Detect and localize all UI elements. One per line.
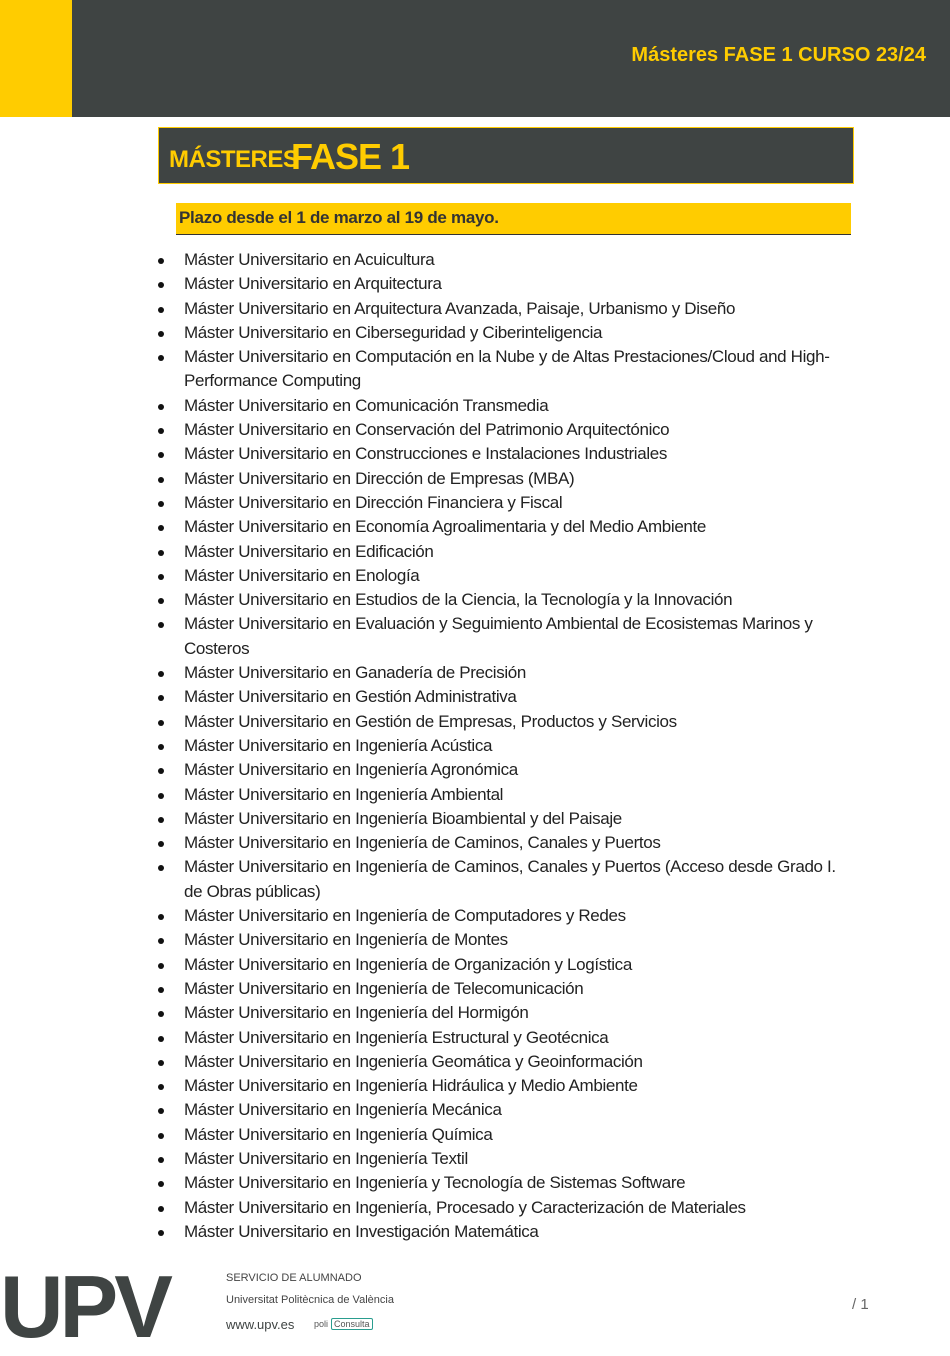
list-item-label: Máster Universitario en Ingeniería Geomática y Geoinformación	[184, 1051, 643, 1071]
list-item-label: Máster Universitario en Ganadería de Precisión	[184, 663, 527, 683]
list-item-label: Máster Universitario en Ingeniería de Montes	[184, 930, 508, 950]
header-title: Másteres FASE 1 CURSO 23/24	[631, 44, 926, 66]
section-title-part2: FASE 1	[291, 136, 410, 177]
list-item	[184, 807, 844, 831]
list-item	[184, 904, 844, 928]
list-item	[184, 1001, 844, 1025]
list-item-label: Máster Universitario en Ingeniería de Computadores y Redes	[184, 906, 626, 926]
list-item	[184, 418, 844, 442]
bullet-icon	[158, 404, 164, 410]
bullet-icon	[158, 1036, 164, 1042]
bullet-icon	[158, 963, 164, 969]
bullet-icon	[158, 477, 164, 483]
list-item-label: Máster Universitario en Ingeniería Química	[184, 1124, 493, 1144]
bullet-icon	[158, 1181, 164, 1187]
list-item	[184, 515, 844, 539]
bullet-icon	[158, 720, 164, 726]
list-item-label: Máster Universitario en Ingeniería de Telecomunicación	[184, 978, 584, 998]
list-item	[184, 321, 844, 345]
list-item	[184, 1147, 844, 1171]
list-item	[184, 297, 844, 321]
bullet-icon	[158, 914, 164, 920]
list-item-label: Máster Universitario en Comunicación Transmedia	[184, 395, 549, 415]
page-header	[0, 0, 950, 117]
list-item-label: Máster Universitario en Investigación Matemática	[184, 1221, 539, 1241]
list-item-label: Máster Universitario en Dirección de Empresas (MBA)	[184, 468, 575, 488]
list-item	[184, 734, 844, 758]
bullet-icon	[158, 695, 164, 701]
list-item-label: Máster Universitario en Estudios de la Ciencia, la Tecnología y la Innovación	[184, 590, 733, 610]
bullet-icon	[158, 598, 164, 604]
list-item	[184, 855, 844, 904]
bullet-icon	[158, 865, 164, 871]
list-item-label: Máster Universitario en Construcciones e Instalaciones Industriales	[184, 444, 668, 464]
bullet-icon	[158, 817, 164, 823]
list-item	[184, 710, 844, 734]
list-item	[184, 685, 844, 709]
list-item-label: Máster Universitario en Ingeniería de Organización y Logística	[184, 954, 632, 974]
masters-list	[184, 248, 844, 1244]
list-item-label: Máster Universitario en Evaluación y Seguimiento Ambiental de Ecosistemas Marinos y Costeros	[184, 614, 813, 658]
list-item	[184, 394, 844, 418]
list-item-label: Máster Universitario en Enología	[184, 565, 420, 585]
bullet-icon	[158, 1230, 164, 1236]
list-item	[184, 977, 844, 1001]
list-item-label: Máster Universitario en Ingeniería de Caminos, Canales y Puertos	[184, 833, 661, 853]
bullet-icon	[158, 671, 164, 677]
list-item-label: Máster Universitario en Conservación del Patrimonio Arquitectónico	[184, 420, 670, 440]
bullet-icon	[158, 307, 164, 313]
list-item-label: Máster Universitario en Economía Agroalimentaria y del Medio Ambiente	[184, 517, 707, 537]
list-item-label: Máster Universitario en Ingeniería Acústica	[184, 735, 493, 755]
list-item	[184, 467, 844, 491]
list-item	[184, 612, 844, 661]
list-item-label: Máster Universitario en Ingeniería Bioambiental y del Paisaje	[184, 808, 622, 828]
list-item	[184, 783, 844, 807]
bullet-icon	[158, 1011, 164, 1017]
bullet-icon	[158, 744, 164, 750]
bullet-icon	[158, 574, 164, 580]
poli-label: poli	[314, 1319, 329, 1329]
list-item-label: Máster Universitario en Ingeniería de Caminos, Canales y Puertos (Acceso desde Grado I. de Obras públicas)	[184, 857, 836, 901]
bullet-icon	[158, 428, 164, 434]
header-accent-bar	[0, 0, 72, 117]
list-item-label: Máster Universitario en Ciberseguridad y Ciberinteligencia	[184, 322, 603, 342]
list-item-label: Máster Universitario en Ingeniería Estructural y Geotécnica	[184, 1027, 609, 1047]
bullet-icon	[158, 355, 164, 361]
list-item-label: Máster Universitario en Ingeniería del Hormigón	[184, 1003, 529, 1023]
list-item	[184, 491, 844, 515]
bullet-icon	[158, 841, 164, 847]
list-item-label: Máster Universitario en Acuicultura	[184, 250, 435, 269]
list-item-label: Máster Universitario en Ingeniería Ambiental	[184, 784, 504, 804]
list-item-label: Máster Universitario en Ingeniería Hidráulica y Medio Ambiente	[184, 1076, 638, 1096]
list-item	[184, 928, 844, 952]
list-item	[184, 564, 844, 588]
list-item-label: Máster Universitario en Ingeniería Textil	[184, 1148, 468, 1168]
bullet-icon	[158, 282, 164, 288]
deadline-banner: Plazo desde el 1 de marzo al 19 de mayo.	[176, 203, 851, 235]
list-item-label: Máster Universitario en Arquitectura	[184, 274, 442, 294]
list-item	[184, 442, 844, 466]
list-item	[184, 1171, 844, 1195]
bullet-icon	[158, 1133, 164, 1139]
list-item-label: Máster Universitario en Dirección Financiera y Fiscal	[184, 492, 563, 512]
list-item	[184, 1074, 844, 1098]
list-item	[184, 1196, 844, 1220]
bullet-icon	[158, 452, 164, 458]
bullet-icon	[158, 331, 164, 337]
bullet-icon	[158, 501, 164, 507]
policonsulta-logo[interactable]	[314, 1319, 373, 1329]
bullet-icon	[158, 1060, 164, 1066]
list-item-label: Máster Universitario en Ingeniería y Tecnología de Sistemas Software	[184, 1173, 686, 1193]
list-item	[184, 540, 844, 564]
section-title-part1: MÁSTERES	[169, 146, 299, 173]
list-item	[184, 661, 844, 685]
list-item	[184, 248, 844, 272]
list-item	[184, 1098, 844, 1122]
list-item	[184, 1220, 844, 1244]
bullet-icon	[158, 987, 164, 993]
list-item	[184, 588, 844, 612]
bullet-icon	[158, 1084, 164, 1090]
footer-university: Universitat Politècnica de València	[226, 1294, 394, 1306]
bullet-icon	[158, 938, 164, 944]
bullet-icon	[158, 793, 164, 799]
list-item	[184, 1050, 844, 1074]
list-item-label: Máster Universitario en Computación en la Nube y de Altas Prestaciones/Cloud and High-Performance Computing	[184, 347, 830, 391]
list-item-label: Máster Universitario en Gestión Administrativa	[184, 687, 517, 707]
bullet-icon	[158, 258, 164, 264]
list-item	[184, 1026, 844, 1050]
list-item-label: Máster Universitario en Gestión de Empresas, Productos y Servicios	[184, 711, 677, 731]
bullet-icon	[158, 1108, 164, 1114]
section-title-box	[158, 127, 854, 184]
list-item-label: Máster Universitario en Ingeniería Agronómica	[184, 760, 518, 780]
upv-logo: UPV	[0, 1257, 169, 1356]
list-item	[184, 758, 844, 782]
consulta-label: Consulta	[331, 1318, 373, 1330]
list-item-label: Máster Universitario en Arquitectura Avanzada, Paisaje, Urbanismo y Diseño	[184, 298, 736, 318]
list-item-label: Máster Universitario en Edificación	[184, 541, 434, 561]
footer-website-link[interactable]: www.upv.es	[226, 1317, 295, 1332]
list-item-label: Máster Universitario en Ingeniería Mecánica	[184, 1100, 502, 1120]
list-item	[184, 831, 844, 855]
bullet-icon	[158, 768, 164, 774]
footer-service: SERVICIO DE ALUMNADO	[226, 1272, 362, 1284]
list-item	[184, 1123, 844, 1147]
bullet-icon	[158, 1206, 164, 1212]
list-item	[184, 345, 844, 394]
page-number: / 1	[852, 1296, 869, 1313]
list-item	[184, 272, 844, 296]
bullet-icon	[158, 1157, 164, 1163]
list-item-label: Máster Universitario en Ingeniería, Procesado y Caracterización de Materiales	[184, 1197, 746, 1217]
bullet-icon	[158, 622, 164, 628]
bullet-icon	[158, 525, 164, 531]
list-item	[184, 953, 844, 977]
bullet-icon	[158, 550, 164, 556]
